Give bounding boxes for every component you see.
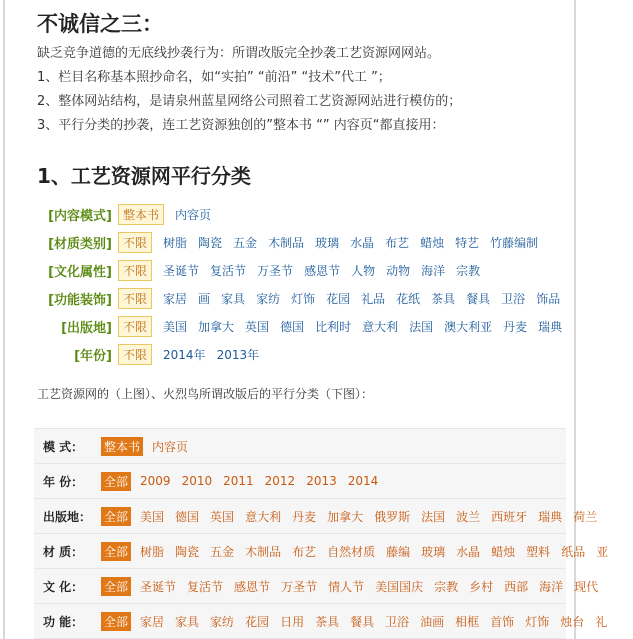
filter-option[interactable]: 加拿大: [327, 509, 364, 524]
category-row-label: [年份]: [74, 348, 112, 364]
intro-line: 1、栏目名称基本照抄命名，如“实拍” “前沿” “技术”代工 ”；: [37, 70, 391, 85]
filter-option[interactable]: 蜡烛: [491, 544, 516, 559]
copied-filter-panel: [34, 428, 609, 639]
filter-row-label: 出版地：: [43, 509, 92, 524]
category-row-options: [118, 344, 270, 365]
category-row: [20, 228, 580, 256]
category-option[interactable]: 万圣节: [257, 263, 294, 278]
category-option[interactable]: 圣诞节: [163, 263, 200, 278]
filter-row: [34, 464, 566, 499]
filter-option[interactable]: 美国: [140, 509, 165, 524]
filter-option[interactable]: 英国: [210, 509, 235, 524]
category-option[interactable]: 澳大利亚: [444, 319, 493, 334]
filter-row-options: [101, 542, 619, 561]
category-option[interactable]: 动物: [386, 263, 411, 278]
category-row-label: [材质类别]: [48, 236, 112, 252]
filter-option[interactable]: 自然材质: [327, 544, 376, 559]
page-heading: 不诚信之三：: [37, 12, 163, 36]
category-option[interactable]: 加拿大: [198, 319, 235, 334]
filter-option[interactable]: 油画: [420, 614, 445, 629]
category-option[interactable]: 花园: [326, 291, 351, 306]
filter-row-options: [101, 612, 618, 631]
filter-option-selected[interactable]: 全部: [101, 577, 131, 596]
category-option[interactable]: 饰品: [536, 291, 561, 306]
filter-option[interactable]: 礼: [595, 614, 608, 629]
filter-option[interactable]: 圣诞节: [140, 579, 177, 594]
category-option[interactable]: 竹藤编制: [490, 235, 539, 250]
filter-option[interactable]: 亚: [596, 544, 609, 559]
category-row-options: [118, 288, 571, 309]
category-option[interactable]: 树脂: [163, 235, 188, 250]
category-option[interactable]: 意大利: [362, 319, 399, 334]
filter-option[interactable]: 家居: [140, 614, 165, 629]
filter-row-label: 模 式：: [43, 439, 84, 454]
filter-option[interactable]: 烛台: [560, 614, 585, 629]
filter-option[interactable]: 意大利: [245, 509, 282, 524]
filter-option[interactable]: 万圣节: [281, 579, 318, 594]
category-option[interactable]: 花纸: [396, 291, 421, 306]
category-option[interactable]: 比利时: [315, 319, 352, 334]
filter-option[interactable]: 卫浴: [385, 614, 410, 629]
filter-option[interactable]: 纸品: [561, 544, 586, 559]
filter-row-label: 年 份：: [43, 474, 84, 489]
category-row-label: [内容模式]: [48, 208, 112, 224]
filter-row-options: [101, 577, 609, 596]
filter-row-label: 材 质：: [43, 544, 84, 559]
filter-option[interactable]: 感恩节: [234, 579, 271, 594]
category-option[interactable]: 陶瓷: [198, 235, 223, 250]
category-row-options: [118, 204, 222, 225]
category-option[interactable]: 餐具: [466, 291, 491, 306]
filter-option[interactable]: 塑料: [526, 544, 551, 559]
category-option[interactable]: 2014年: [163, 347, 206, 362]
filter-option-selected[interactable]: 全部: [101, 542, 131, 561]
filter-option[interactable]: 德国: [175, 509, 200, 524]
filter-option[interactable]: 花园: [245, 614, 270, 629]
filter-option[interactable]: 首饰: [490, 614, 515, 629]
filter-option[interactable]: 海洋: [539, 579, 564, 594]
category-row: [20, 200, 580, 228]
filter-option[interactable]: 2013: [306, 474, 337, 488]
filter-row-label: 文 化：: [43, 579, 84, 594]
filter-option[interactable]: 2010: [181, 474, 213, 488]
filter-option[interactable]: 灯饰: [525, 614, 550, 629]
filter-option-selected[interactable]: 全部: [101, 507, 131, 526]
category-option[interactable]: 家具: [221, 291, 246, 306]
category-option[interactable]: 瑞典: [538, 319, 563, 334]
filter-option[interactable]: 树脂: [140, 544, 165, 559]
category-option[interactable]: 2013年: [216, 347, 260, 362]
category-row-options: [118, 316, 573, 337]
category-option[interactable]: 宗教: [456, 263, 481, 278]
filter-option[interactable]: 现代: [574, 579, 599, 594]
filter-option[interactable]: 家纺: [210, 614, 235, 629]
filter-option[interactable]: 美国国庆: [375, 579, 424, 594]
category-option[interactable]: 礼品: [361, 291, 386, 306]
filter-option[interactable]: 2014: [347, 474, 379, 488]
intro-paragraph: [37, 42, 577, 138]
filter-option[interactable]: 木制品: [245, 544, 282, 559]
category-option-selected[interactable]: 不限: [118, 316, 152, 337]
filter-option[interactable]: 西班牙: [491, 509, 528, 524]
filter-option[interactable]: 茶具: [315, 614, 340, 629]
category-option[interactable]: 英国: [245, 319, 270, 334]
category-option[interactable]: 玻璃: [315, 235, 340, 250]
category-row-options: [118, 232, 549, 253]
category-option[interactable]: 人物: [351, 263, 376, 278]
category-row: [20, 284, 580, 312]
category-option[interactable]: 海洋: [421, 263, 446, 278]
category-row-label: [文化属性]: [48, 264, 112, 280]
category-row: [20, 256, 580, 284]
category-option[interactable]: 蜡烛: [420, 235, 445, 250]
filter-option[interactable]: 藤编: [386, 544, 411, 559]
category-option[interactable]: 布艺: [385, 235, 410, 250]
filter-row: [34, 534, 609, 569]
section-title: 1、工艺资源网平行分类: [37, 164, 251, 188]
filter-option[interactable]: 宗教: [434, 579, 459, 594]
filter-row: [34, 604, 608, 639]
category-row: [20, 312, 580, 340]
filter-row: [34, 429, 566, 464]
filter-option[interactable]: 相框: [455, 614, 480, 629]
filter-option[interactable]: 法国: [421, 509, 446, 524]
filter-option[interactable]: 波兰: [456, 509, 481, 524]
filter-option-selected[interactable]: 整本书: [101, 437, 143, 456]
filter-option[interactable]: 乡村: [469, 579, 494, 594]
category-option[interactable]: 特艺: [455, 235, 480, 250]
intro-line: 缺乏竞争道德的无底线抄袭行为：所谓改版完全抄袭工艺资源网网站。: [37, 46, 441, 61]
filter-row-options: [101, 437, 199, 456]
filter-option[interactable]: 家具: [175, 614, 200, 629]
category-option[interactable]: 复活节: [210, 263, 247, 278]
category-option[interactable]: 家纺: [256, 291, 281, 306]
category-option[interactable]: 卫浴: [501, 291, 526, 306]
category-option[interactable]: 五金: [233, 235, 258, 250]
intro-line: 2、整体网站结构，是请泉州蓝星网络公司照着工艺资源网站进行模仿的；: [37, 94, 462, 109]
category-row-options: [118, 260, 491, 281]
original-category-panel: [20, 200, 580, 368]
filter-option[interactable]: 情人节: [328, 579, 365, 594]
category-row: [20, 340, 580, 368]
filter-option[interactable]: 水晶: [456, 544, 481, 559]
filter-option[interactable]: 2009: [140, 474, 171, 488]
filter-row-options: [101, 507, 608, 526]
intro-line: 3、平行分类的抄袭，连工艺资源独创的”整本书 “” 内容页“都直接用：: [37, 118, 445, 133]
category-option[interactable]: 感恩节: [304, 263, 341, 278]
category-option[interactable]: 家居: [163, 291, 188, 306]
filter-option[interactable]: 西部: [504, 579, 529, 594]
filter-row: [34, 499, 598, 534]
category-option-selected[interactable]: 整本书: [118, 204, 164, 225]
category-option[interactable]: 茶具: [431, 291, 456, 306]
category-option[interactable]: 水晶: [350, 235, 375, 250]
filter-option[interactable]: 2012: [264, 474, 296, 488]
filter-option[interactable]: 陶瓷: [175, 544, 200, 559]
category-option[interactable]: 法国: [409, 319, 434, 334]
category-option-selected[interactable]: 不限: [118, 232, 152, 253]
category-row-label: [功能装饰]: [48, 292, 112, 308]
comparison-note: 工艺资源网的（上图）、火烈鸟所谓改版后的平行分类（下图）：: [37, 387, 374, 401]
filter-option[interactable]: 瑞典: [538, 509, 563, 524]
filter-option[interactable]: 丹麦: [292, 509, 317, 524]
category-option-selected[interactable]: 不限: [118, 288, 152, 309]
filter-option[interactable]: 复活节: [187, 579, 224, 594]
category-option[interactable]: 灯饰: [291, 291, 316, 306]
filter-option[interactable]: 玻璃: [421, 544, 446, 559]
category-option-selected[interactable]: 不限: [118, 260, 152, 281]
filter-option[interactable]: 荷兰: [573, 509, 598, 524]
filter-option[interactable]: 五金: [210, 544, 235, 559]
category-option[interactable]: 德国: [280, 319, 305, 334]
filter-row: [34, 569, 599, 604]
filter-option[interactable]: 内容页: [152, 439, 189, 454]
category-row-label: [出版地]: [61, 320, 112, 336]
category-option-selected[interactable]: 不限: [118, 344, 152, 365]
left-divider: [3, 0, 5, 639]
filter-option[interactable]: 布艺: [292, 544, 317, 559]
filter-option-selected[interactable]: 全部: [101, 472, 131, 491]
category-option[interactable]: 丹麦: [503, 319, 528, 334]
filter-row-options: [101, 472, 389, 491]
filter-row-label: 功 能：: [43, 614, 84, 629]
category-option[interactable]: 画: [198, 291, 211, 306]
filter-option[interactable]: 2011: [223, 474, 254, 488]
category-option[interactable]: 木制品: [268, 235, 305, 250]
filter-option[interactable]: 俄罗斯: [374, 509, 411, 524]
filter-option-selected[interactable]: 全部: [101, 612, 131, 631]
category-option[interactable]: 美国: [163, 319, 188, 334]
filter-option[interactable]: 餐具: [350, 614, 375, 629]
filter-option[interactable]: 日用: [280, 614, 305, 629]
category-option[interactable]: 内容页: [175, 207, 212, 222]
